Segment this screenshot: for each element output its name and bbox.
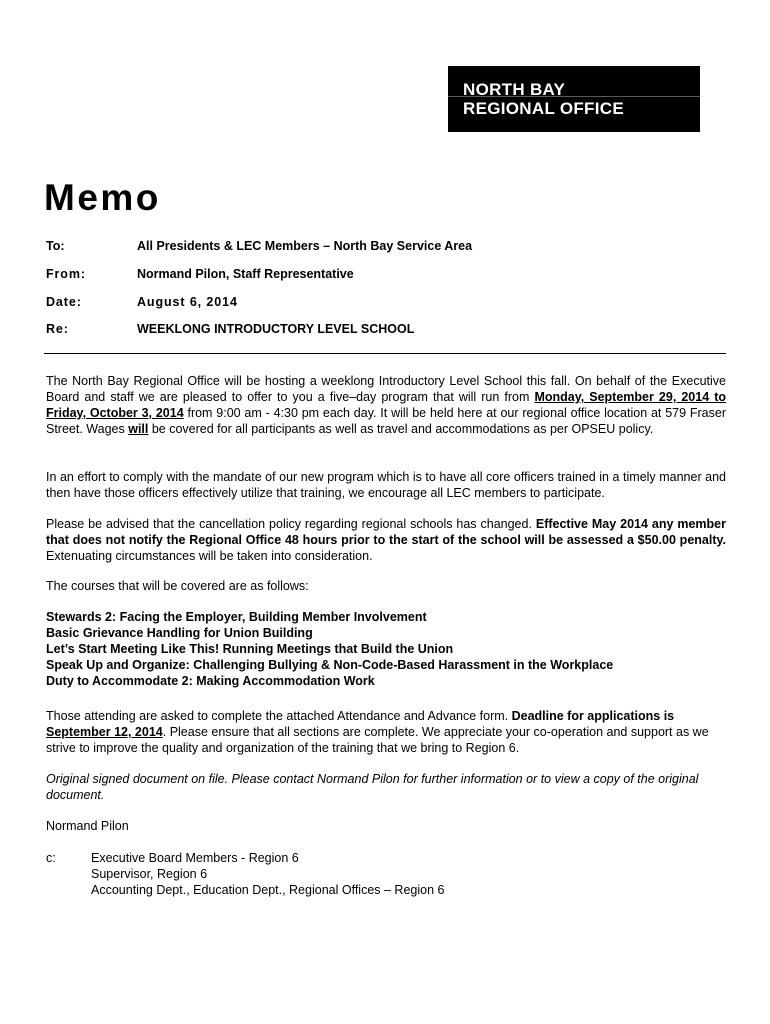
paragraph-cancellation — [46, 516, 726, 564]
to-value: All Presidents & LEC Members – North Bay Service Area — [137, 239, 473, 253]
memo-title: Memo — [44, 177, 161, 218]
cc-label: c: — [46, 851, 56, 865]
to-label: To: — [46, 239, 65, 253]
paragraph-application — [46, 708, 726, 756]
deadline-label: Deadline for applications is — [511, 709, 675, 723]
penalty-notice: Effective May 2014 any member that does not notify the Regional Office 48 hours prior to the start of the school will be assessed a $50.00 penalty. — [46, 517, 726, 547]
re-value: WEEKLONG INTRODUCTORY LEVEL SCHOOL — [137, 322, 415, 336]
course-item: Speak Up and Organize: Challenging Bullying & Non-Code-Based Harassment in the Workplace — [46, 658, 614, 672]
para3-text-a: Please be advised that the cancellation policy regarding regional schools has changed. — [46, 517, 536, 531]
para1-text-a: The North Bay Regional Office will be hosting a weeklong Introductory Level School this fall. On behalf of the Executive Board and staff we are pleased to offer to you a five–day program that will run from — [46, 374, 726, 404]
courses-intro: The courses that will be covered are as follows: — [46, 579, 309, 593]
cc-list — [91, 850, 591, 898]
cc-item: Supervisor, Region 6 — [91, 867, 208, 881]
para1-text-c: be covered for all participants as well as travel and accommodations as per OPSEU policy. — [148, 422, 654, 436]
signed-document-note: Original signed document on file. Please contact Normand Pilon for further information or to view a copy of the original document. — [46, 772, 699, 802]
para4-text-b: . Please ensure that all sections are complete. We appreciate your co-operation and support as we strive to improve the quality and organization of the training that we bring to Region 6. — [46, 725, 709, 755]
header-divider — [44, 353, 726, 354]
re-label: Re: — [46, 322, 69, 336]
cc-item: Accounting Dept., Education Dept., Regional Offices – Region 6 — [91, 883, 445, 897]
paragraph-program — [46, 373, 726, 437]
program-dates: Monday, September 29, 2014 to Friday, October 3, 2014 — [46, 390, 726, 420]
course-item: Basic Grievance Handling for Union Building — [46, 626, 313, 640]
office-badge — [448, 66, 700, 132]
date-value: August 6, 2014 — [137, 295, 238, 309]
office-line-1: NORTH BAY — [463, 80, 566, 99]
office-line-2: REGIONAL OFFICE — [463, 99, 624, 118]
course-list — [46, 609, 726, 689]
course-item: Let’s Start Meeting Like This! Running Meetings that Build the Union — [46, 642, 454, 656]
signature-name: Normand Pilon — [46, 819, 129, 833]
date-label: Date: — [46, 295, 82, 309]
wages-will: will — [128, 422, 149, 436]
deadline-date: September 12, 2014 — [46, 725, 163, 739]
para3-text-b: Extenuating circumstances will be taken into consideration. — [46, 549, 373, 563]
para1-text-b: from 9:00 am - 4:30 pm each day. It will be held here at our regional office location at 579 Fraser Street. Wages — [46, 406, 726, 436]
paragraph-mandate: In an effort to comply with the mandate of our new program which is to have all core officers trained in a timely manner and then have those officers effectively utilize that training, we encourage all LEC members to participate. — [46, 470, 726, 500]
from-label: From: — [46, 267, 86, 281]
course-item: Duty to Accommodate 2: Making Accommodation Work — [46, 674, 375, 688]
office-badge-rule — [448, 96, 700, 97]
course-item: Stewards 2: Facing the Employer, Building Member Involvement — [46, 610, 427, 624]
para4-text-a: Those attending are asked to complete the attached Attendance and Advance form. — [46, 709, 512, 723]
from-value: Normand Pilon, Staff Representative — [137, 267, 354, 281]
cc-item: Executive Board Members - Region 6 — [91, 851, 299, 865]
